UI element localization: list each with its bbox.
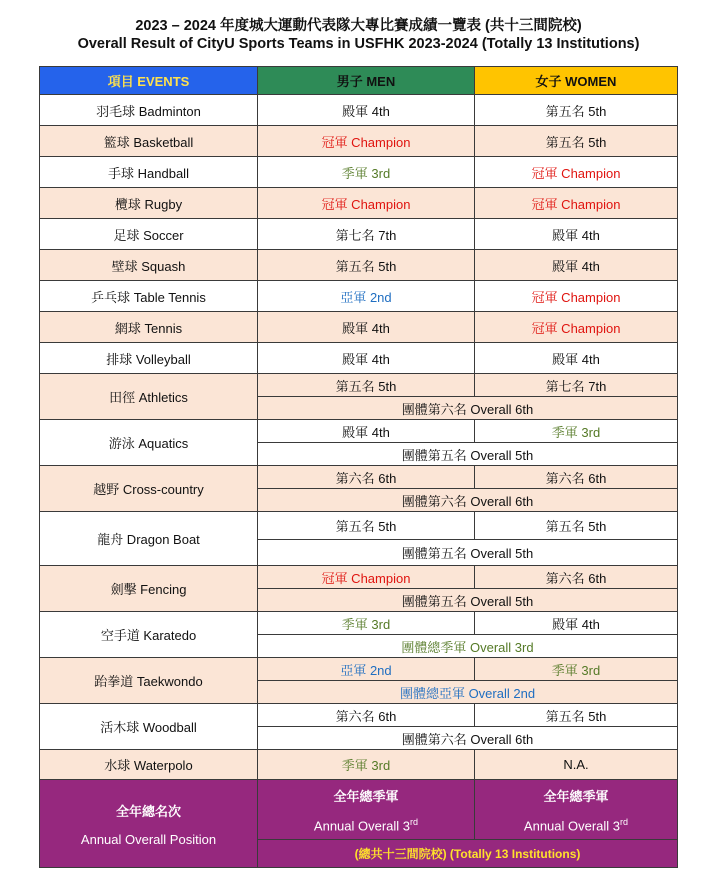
event-cell: 網球 Tennis <box>40 312 258 343</box>
men-cell: 季軍 3rd <box>258 612 475 635</box>
women-cell: 季軍 3rd <box>475 420 678 443</box>
table-row <box>40 466 678 489</box>
table-row <box>40 343 678 374</box>
men-cell: 第五名 5th <box>258 374 475 397</box>
summary-label-en: Annual Overall Position <box>80 831 217 847</box>
women-cell: 第五名 5th <box>475 704 678 727</box>
event-cell: 羽毛球 Badminton <box>40 95 258 126</box>
summary-note: (總共十三間院校) (Totally 13 Institutions) <box>258 840 678 868</box>
overall-cell: 團體第六名 Overall 6th <box>258 489 678 512</box>
men-cell: 殿軍 4th <box>258 95 475 126</box>
men-cell: 亞軍 2nd <box>258 658 475 681</box>
summary-men-zh: 全年總季軍 <box>333 788 399 804</box>
summary-row <box>40 780 678 840</box>
men-cell: 季軍 3rd <box>258 157 475 188</box>
summary-men-sup: rd <box>410 816 419 827</box>
header-events: 項目 EVENTS <box>40 67 258 95</box>
event-cell: 手球 Handball <box>40 157 258 188</box>
summary-men-en: Annual Overall 3 <box>313 818 411 834</box>
table-row <box>40 95 678 126</box>
table-row <box>40 512 678 540</box>
women-cell: 殿軍 4th <box>475 343 678 374</box>
summary-label-cell <box>40 780 258 868</box>
table-row <box>40 566 678 589</box>
table-row <box>40 250 678 281</box>
table-row <box>40 312 678 343</box>
women-cell: 冠軍 Champion <box>475 157 678 188</box>
event-cell: 足球 Soccer <box>40 219 258 250</box>
summary-women-zh: 全年總季軍 <box>543 788 609 804</box>
table-row <box>40 281 678 312</box>
men-cell: 冠軍 Champion <box>258 188 475 219</box>
men-cell: 殿軍 4th <box>258 312 475 343</box>
men-cell: 冠軍 Champion <box>258 126 475 157</box>
table-row <box>40 374 678 397</box>
women-cell: N.A. <box>475 750 678 780</box>
event-cell: 龍舟 Dragon Boat <box>40 512 258 566</box>
table-row <box>40 126 678 157</box>
summary-women-cell <box>475 780 678 840</box>
overall-cell: 團體總亞軍 Overall 2nd <box>258 681 678 704</box>
summary-women-en: Annual Overall 3 <box>523 818 621 834</box>
women-cell: 殿軍 4th <box>475 612 678 635</box>
overall-cell: 團體第五名 Overall 5th <box>258 443 678 466</box>
men-cell: 冠軍 Champion <box>258 566 475 589</box>
women-cell: 第五名 5th <box>475 512 678 540</box>
women-cell: 殿軍 4th <box>475 250 678 281</box>
summary-men-en-line <box>258 817 474 833</box>
men-cell: 季軍 3rd <box>258 750 475 780</box>
women-cell: 第五名 5th <box>475 95 678 126</box>
women-cell: 第六名 6th <box>475 466 678 489</box>
women-cell: 冠軍 Champion <box>475 312 678 343</box>
overall-cell: 團體總季軍 Overall 3rd <box>258 635 678 658</box>
men-cell: 殿軍 4th <box>258 420 475 443</box>
event-cell: 跆拳道 Taekwondo <box>40 658 258 704</box>
event-cell: 游泳 Aquatics <box>40 420 258 466</box>
men-cell: 殿軍 4th <box>258 343 475 374</box>
title-english: Overall Result of CityU Sports Teams in USFHK 2023-2024 (Totally 13 Institutions) <box>77 36 640 52</box>
event-cell: 籃球 Basketball <box>40 126 258 157</box>
men-cell: 第六名 6th <box>258 466 475 489</box>
overall-cell: 團體第五名 Overall 5th <box>258 540 678 566</box>
women-cell: 殿軍 4th <box>475 219 678 250</box>
table-row <box>40 658 678 681</box>
men-cell: 亞軍 2nd <box>258 281 475 312</box>
title-chinese: 2023 – 2024 年度城大運動代表隊大專比賽成績一覽表 (共十三間院校) <box>135 18 582 34</box>
event-cell: 排球 Volleyball <box>40 343 258 374</box>
table-row <box>40 612 678 635</box>
women-cell: 第六名 6th <box>475 566 678 589</box>
event-cell: 欖球 Rugby <box>40 188 258 219</box>
event-cell: 壁球 Squash <box>40 250 258 281</box>
table-row <box>40 704 678 727</box>
overall-cell: 團體第六名 Overall 6th <box>258 727 678 750</box>
men-cell: 第七名 7th <box>258 219 475 250</box>
table-row <box>40 157 678 188</box>
table-row <box>40 420 678 443</box>
summary-men-cell <box>258 780 475 840</box>
women-cell: 冠軍 Champion <box>475 281 678 312</box>
summary-label-zh: 全年總名次 <box>115 803 181 819</box>
men-cell: 第六名 6th <box>258 704 475 727</box>
event-cell: 水球 Waterpolo <box>40 750 258 780</box>
summary-women-sup: rd <box>620 816 629 827</box>
overall-cell: 團體第六名 Overall 6th <box>258 397 678 420</box>
overall-cell: 團體第五名 Overall 5th <box>258 589 678 612</box>
women-cell: 第五名 5th <box>475 126 678 157</box>
event-cell: 空手道 Karatedo <box>40 612 258 658</box>
header-men: 男子 MEN <box>258 67 475 95</box>
event-cell: 田徑 Athletics <box>40 374 258 420</box>
women-cell: 冠軍 Champion <box>475 188 678 219</box>
table-row <box>40 750 678 780</box>
event-cell: 劍擊 Fencing <box>40 566 258 612</box>
summary-women-en-line <box>475 817 677 833</box>
table-row <box>40 188 678 219</box>
results-table <box>39 66 678 868</box>
men-cell: 第五名 5th <box>258 250 475 281</box>
header-women: 女子 WOMEN <box>475 67 678 95</box>
event-cell: 越野 Cross-country <box>40 466 258 512</box>
event-cell: 活木球 Woodball <box>40 704 258 750</box>
table-row <box>40 219 678 250</box>
men-cell: 第五名 5th <box>258 512 475 540</box>
women-cell: 第七名 7th <box>475 374 678 397</box>
event-cell: 乒乓球 Table Tennis <box>40 281 258 312</box>
women-cell: 季軍 3rd <box>475 658 678 681</box>
